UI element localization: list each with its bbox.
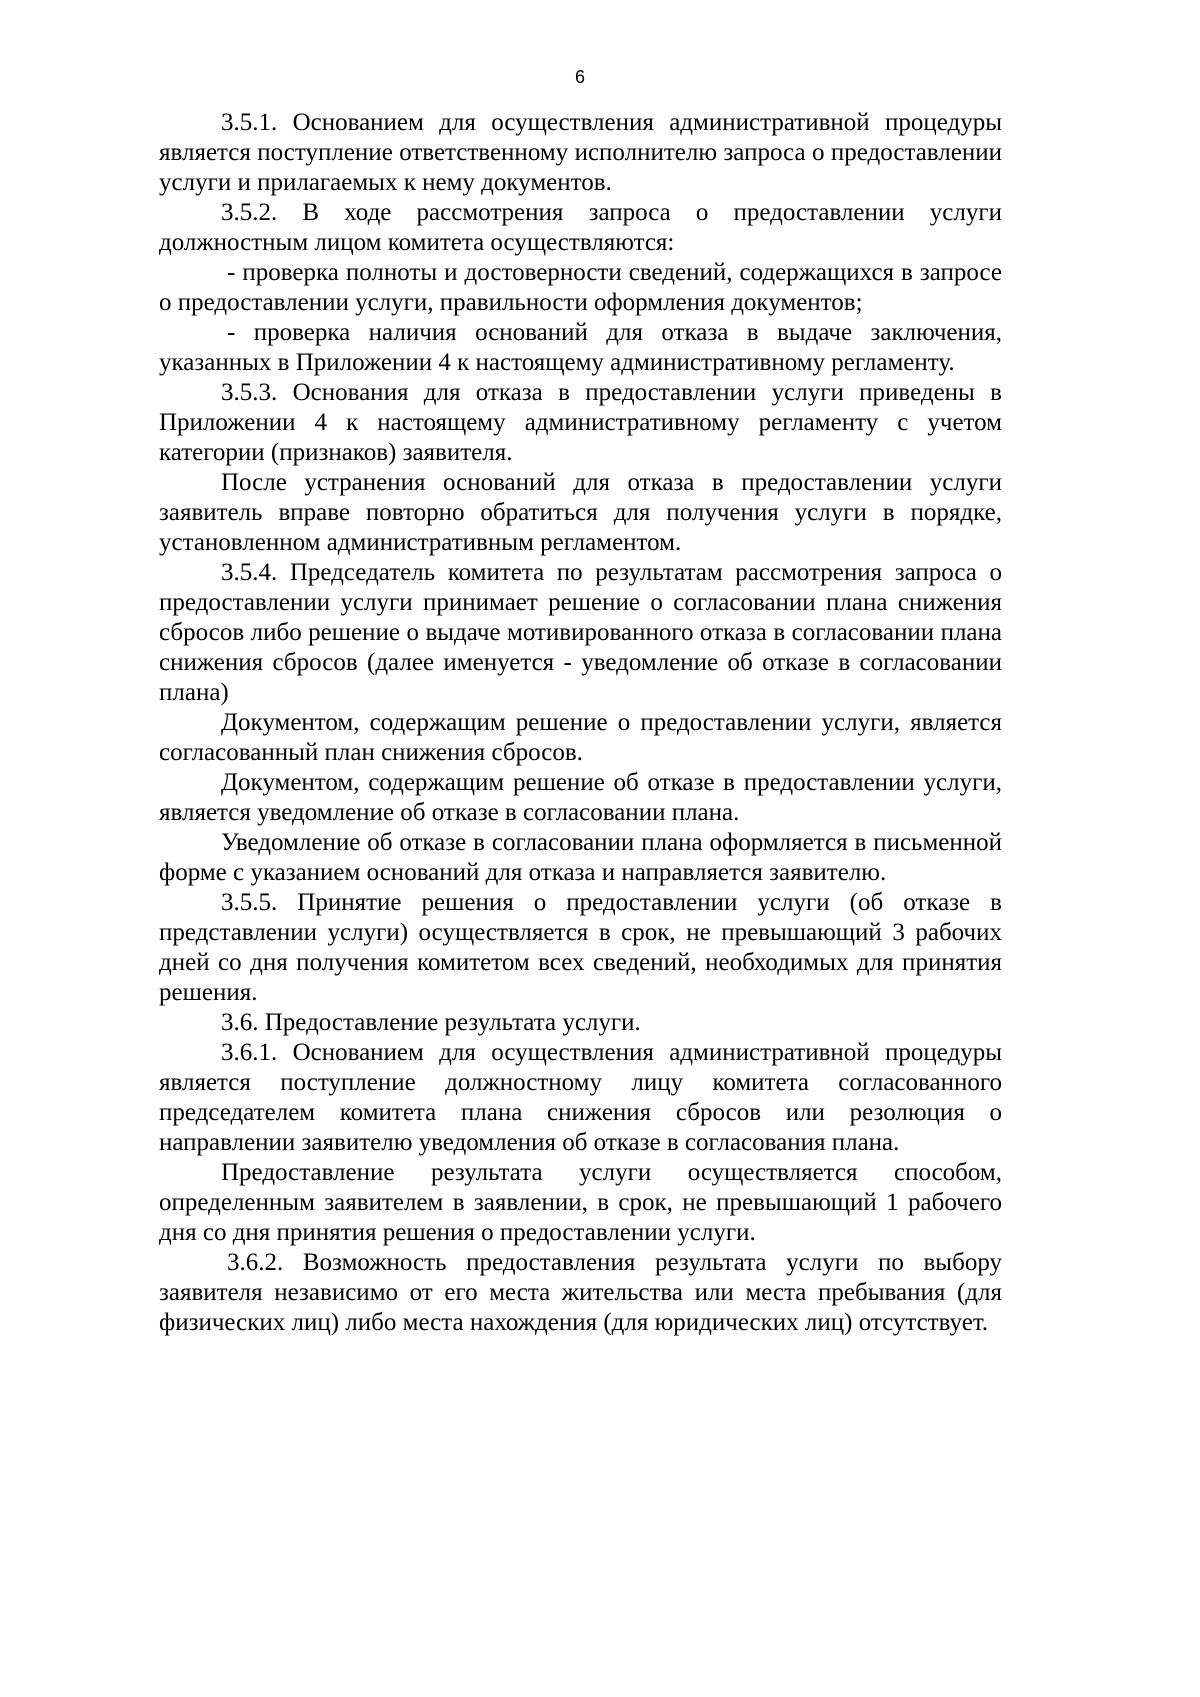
paragraph-approval-document: Документом, содержащим решение о предоставлении услуги, является согласованный план снижения сбросов. [159, 709, 1002, 766]
paragraph-3-6-1: 3.6.1. Основанием для осуществления административной процедуры является поступление должностному лицу комитета согласованного председателем комитета плана снижения сбросов или резолюция о направлении заявителю уведомления об отказе в согласования плана. [159, 1039, 1002, 1156]
paragraph-after-elimination: После устранения оснований для отказа в предоставлении услуги заявитель вправе повторно обратиться для получения услуги в порядке, установленном административным регламентом. [159, 469, 1002, 556]
paragraph-3-6-2: 3.6.2. Возможность предоставления результата услуги по выбору заявителя независимо от его места жительства или места пребывания (для физических лиц) либо места нахождения (для юридических лиц) отсутствует. [159, 1249, 1002, 1336]
paragraph-3-5-1: 3.5.1. Основанием для осуществления административной процедуры является поступление ответственному исполнителю запроса о предоставлении услуги и прилагаемых к нему документов. [159, 109, 1002, 196]
paragraph-3-5-5: 3.5.5. Принятие решения о предоставлении услуги (об отказе в представлении услуги) осуществляется в срок, не превышающий 3 рабочих дней со дня получения комитетом всех сведений, необходимых для принятия решения. [159, 889, 1002, 1006]
list-item-check-completeness: - проверка полноты и достоверности сведений, содержащихся в запросе о предоставлении услуги, правильности оформления документов; [159, 259, 1002, 316]
document-body [159, 108, 1002, 1338]
paragraph-refusal-document: Документом, содержащим решение об отказе в предоставлении услуги, является уведомление об отказе в согласовании плана. [159, 769, 1002, 826]
paragraph-3-5-2: 3.5.2. В ходе рассмотрения запроса о предоставлении услуги должностным лицом комитета осуществляются: [159, 199, 1002, 256]
paragraph-refusal-notice: Уведомление об отказе в согласовании плана оформляется в письменной форме с указанием оснований для отказа и направляется заявителю. [159, 829, 1002, 886]
paragraph-3-5-4: 3.5.4. Председатель комитета по результатам рассмотрения запроса о предоставлении услуги принимает решение о согласовании плана снижения сбросов либо решение о выдаче мотивированного отказа в согласовании плана снижения сбросов (далее именуется - уведомление об отказе в согласовании плана) [159, 559, 1002, 706]
paragraph-3-6: 3.6. Предоставление результата услуги. [221, 1009, 641, 1036]
page-number: 6 [574, 67, 585, 87]
paragraph-result-delivery: Предоставление результата услуги осуществляется способом, определенным заявителем в заявлении, в срок, не превышающий 1 рабочего дня со дня принятия решения о предоставлении услуги. [159, 1159, 1002, 1246]
list-item-check-grounds: - проверка наличия оснований для отказа в выдаче заключения, указанных в Приложении 4 к настоящему административному регламенту. [159, 319, 1002, 376]
paragraph-3-5-3: 3.5.3. Основания для отказа в предоставлении услуги приведены в Приложении 4 к настоящему административному регламенту с учетом категории (признаков) заявителя. [159, 379, 1002, 466]
